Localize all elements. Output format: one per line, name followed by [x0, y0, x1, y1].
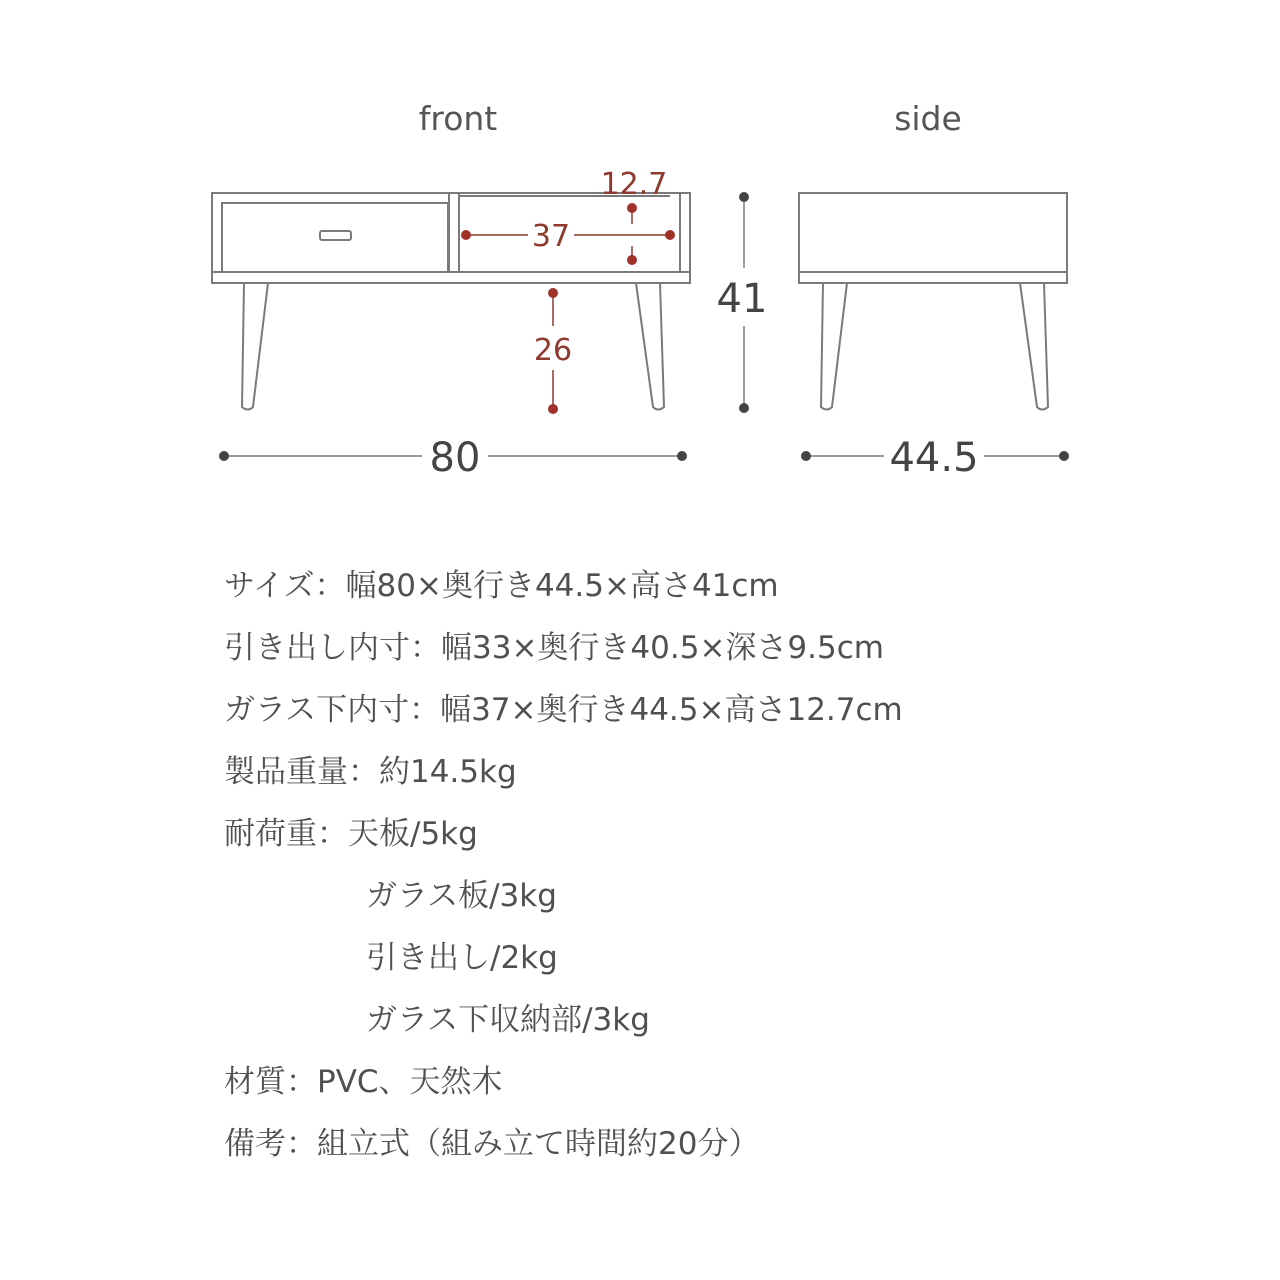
side-view — [799, 193, 1067, 410]
dimension-dot — [548, 404, 558, 414]
spec-glass-inner: ガラス下内寸：幅37×奥行き44.5×高さ12.7cm — [224, 692, 903, 728]
spec-load-glass: ガラス板/3kg — [366, 878, 557, 914]
spec-list — [224, 555, 1244, 1175]
dimension-dot — [461, 230, 471, 240]
width-value: 80 — [429, 435, 481, 481]
dimension-dot — [627, 203, 637, 213]
front-view-label: front — [418, 99, 498, 138]
side-body — [799, 193, 1067, 283]
spec-load-drawer: 引き出し/2kg — [366, 940, 558, 976]
glass-width-dimension — [461, 219, 675, 254]
height-dimension — [717, 192, 768, 413]
drawer-front — [222, 203, 448, 272]
width-dimension — [219, 435, 687, 481]
glass-height-value: 12.7 — [600, 167, 668, 202]
side-view-label: side — [894, 99, 962, 138]
spec-material: 材質：PVC、天然木 — [224, 1064, 503, 1100]
clearance-dimension — [534, 288, 572, 414]
dimension-dot — [548, 288, 558, 298]
spec-size: サイズ：幅80×奥行き44.5×高さ41cm — [224, 568, 779, 604]
dimension-dot — [739, 403, 749, 413]
glass-height-dimension — [601, 167, 668, 265]
dimension-dot — [219, 451, 229, 461]
spec-weight: 製品重量：約14.5kg — [224, 754, 517, 790]
front-left-leg — [242, 283, 268, 410]
dimension-dot — [1059, 451, 1069, 461]
front-body — [212, 193, 690, 283]
depth-dimension — [801, 435, 1069, 481]
dimension-dot — [677, 451, 687, 461]
clearance-value: 26 — [533, 333, 573, 368]
glass-width-value: 37 — [531, 219, 571, 254]
side-right-leg — [1020, 283, 1048, 410]
spec-load-top: 耐荷重：天板/5kg — [224, 816, 478, 852]
dimension-diagram — [0, 0, 1280, 520]
front-view — [212, 193, 690, 410]
spec-load-storage: ガラス下収納部/3kg — [366, 1002, 650, 1038]
height-value: 41 — [716, 276, 768, 322]
drawer-handle — [320, 231, 351, 240]
spec-drawer-inner: 引き出し内寸：幅33×奥行き40.5×深さ9.5cm — [224, 630, 884, 666]
dimension-dot — [665, 230, 675, 240]
front-right-leg — [636, 283, 664, 410]
dimension-dot — [801, 451, 811, 461]
spec-notes: 備考：組立式（組み立て時間約20分） — [224, 1126, 760, 1162]
dimension-dot — [627, 255, 637, 265]
side-left-leg — [821, 283, 847, 410]
depth-value: 44.5 — [889, 435, 979, 481]
dimension-dot — [739, 192, 749, 202]
